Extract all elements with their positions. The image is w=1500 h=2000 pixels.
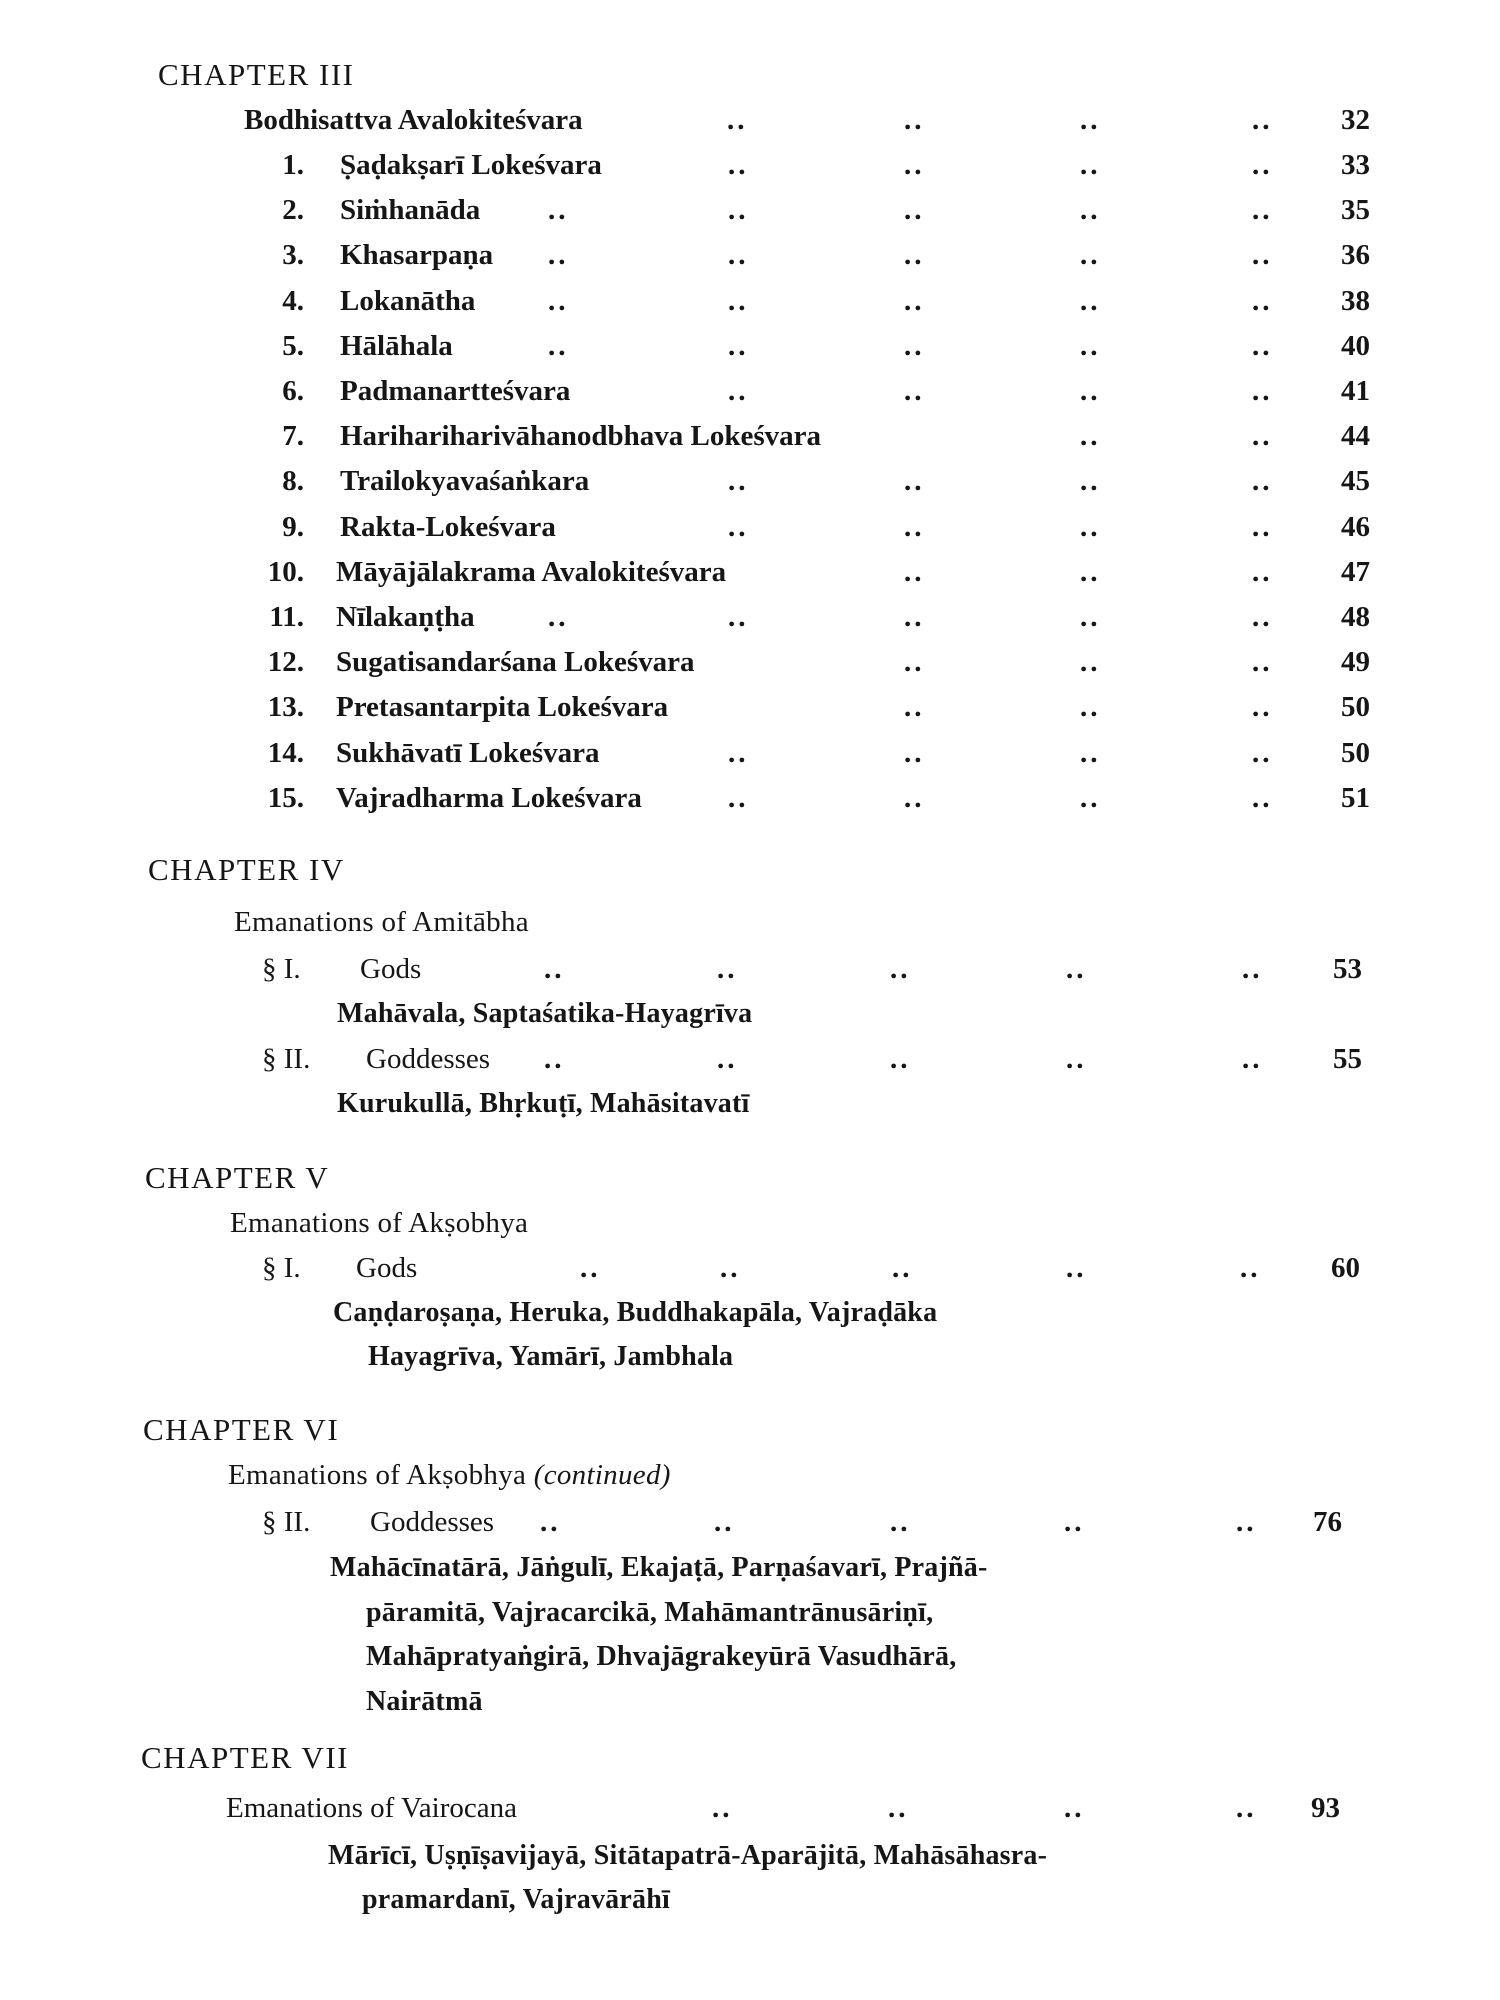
leader-dots: .. [1080, 646, 1101, 678]
leader-dots: .. [904, 511, 925, 543]
leader-dots: .. [904, 104, 925, 136]
entry-number: 14. [267, 737, 304, 769]
chapter-5-heading: CHAPTER V [145, 1160, 330, 1195]
entry-number: 2. [282, 194, 304, 226]
leader-dots: .. [548, 194, 569, 226]
entry-page: 35 [1341, 194, 1370, 226]
section-description: pāramitā, Vajracarcikā, Mahāmantrānusāriṇī, [366, 1597, 934, 1628]
leader-dots: .. [1252, 646, 1273, 678]
leader-dots: .. [1080, 194, 1101, 226]
toc-entry [258, 285, 1370, 321]
chapter-6-title-note: (continued) [533, 1459, 671, 1491]
leader-dots: .. [548, 239, 569, 271]
leader-dots: .. [728, 511, 749, 543]
leader-dots: .. [890, 953, 911, 985]
leader-dots: .. [728, 737, 749, 769]
section-description: Mahāpratyaṅgirā, Dhvajāgrakeyūrā Vasudhārā, [366, 1641, 957, 1672]
leader-dots: .. [904, 285, 925, 317]
leader-dots: .. [904, 601, 925, 633]
leader-dots: .. [548, 285, 569, 317]
entry-page: 93 [1311, 1792, 1340, 1824]
toc-entry [258, 149, 1370, 185]
leader-dots: .. [904, 330, 925, 362]
section-page: 60 [1331, 1252, 1360, 1284]
toc-entry [258, 691, 1370, 727]
toc-entry [226, 1792, 1340, 1828]
leader-dots: .. [1252, 465, 1273, 497]
leader-dots: .. [1252, 149, 1273, 181]
leader-dots: .. [1080, 375, 1101, 407]
entry-title: Pretasantarpita Lokeśvara [336, 691, 669, 723]
entry-number: 15. [267, 782, 304, 814]
leader-dots: .. [548, 330, 569, 362]
entry-page: 50 [1341, 691, 1370, 723]
toc-entry [258, 465, 1370, 501]
entry-page: 40 [1341, 330, 1370, 362]
entry-title: Trailokyavaśaṅkara [340, 465, 590, 497]
leader-dots: .. [1252, 285, 1273, 317]
chapter-6-title-text: Emanations of Akṣobhya [228, 1459, 527, 1491]
entry-title: Nīlakaṇṭha [336, 601, 475, 633]
section-mark: § II. [262, 1043, 311, 1075]
leader-dots: .. [728, 239, 749, 271]
chapter-4-heading: CHAPTER IV [148, 852, 345, 887]
toc-entry [258, 194, 1370, 230]
section-description: Mārīcī, Uṣṇīṣavijayā, Sitātapatrā-Aparājitā, Mahāsāhasra- [328, 1840, 1048, 1871]
entry-page: 36 [1341, 239, 1370, 271]
section-page: 53 [1333, 953, 1362, 985]
leader-dots: .. [544, 953, 565, 985]
leader-dots: .. [1064, 1792, 1085, 1824]
section-title: Goddesses [370, 1506, 495, 1538]
toc-entry-intro [244, 104, 1370, 140]
section-description: pramardanī, Vajravārāhī [362, 1884, 670, 1915]
entry-number: 4. [282, 285, 304, 317]
leader-dots: .. [904, 691, 925, 723]
leader-dots: .. [1080, 556, 1101, 588]
toc-entry [258, 782, 1370, 818]
leader-dots: .. [544, 1043, 565, 1075]
section-page: 55 [1333, 1043, 1362, 1075]
leader-dots: .. [728, 149, 749, 181]
chapter-3-heading: CHAPTER III [158, 57, 355, 92]
leader-dots: .. [1066, 1252, 1087, 1284]
entry-page: 32 [1341, 104, 1370, 136]
leader-dots: .. [1242, 1043, 1263, 1075]
entry-title: Khasarpaṇa [340, 239, 494, 271]
entry-number: 3. [282, 239, 304, 271]
chapter-6-heading: CHAPTER VI [143, 1412, 340, 1447]
leader-dots: .. [904, 149, 925, 181]
leader-dots: .. [1252, 782, 1273, 814]
section-title: Gods [360, 953, 422, 985]
leader-dots: .. [728, 330, 749, 362]
leader-dots: .. [1080, 420, 1101, 452]
entry-page: 47 [1341, 556, 1370, 588]
leader-dots: .. [1080, 737, 1101, 769]
section-page: 76 [1313, 1506, 1342, 1538]
leader-dots: .. [1080, 782, 1101, 814]
leader-dots: .. [1080, 330, 1101, 362]
entry-number: 5. [282, 330, 304, 362]
entry-page: 41 [1341, 375, 1370, 407]
entry-page: 44 [1341, 420, 1370, 452]
toc-entry [258, 239, 1370, 275]
entry-number: 6. [282, 375, 304, 407]
leader-dots: .. [728, 465, 749, 497]
entry-page: 46 [1341, 511, 1370, 543]
entry-number: 1. [282, 149, 304, 181]
entry-page: 51 [1341, 782, 1370, 814]
toc-entry [258, 375, 1370, 411]
section-title: Goddesses [366, 1043, 491, 1075]
leader-dots: .. [1066, 953, 1087, 985]
toc-section [262, 1506, 1342, 1542]
leader-dots: .. [1080, 691, 1101, 723]
leader-dots: .. [1066, 1043, 1087, 1075]
leader-dots: .. [1080, 149, 1101, 181]
leader-dots: .. [717, 953, 738, 985]
leader-dots: .. [1252, 691, 1273, 723]
entry-page: 33 [1341, 149, 1370, 181]
section-description: Mahācīnatārā, Jāṅgulī, Ekajaṭā, Parṇaśavarī, Prajñā- [330, 1552, 988, 1583]
chapter-7-heading: CHAPTER VII [141, 1740, 349, 1775]
leader-dots: .. [1080, 511, 1101, 543]
leader-dots: .. [728, 194, 749, 226]
entry-page: 45 [1341, 465, 1370, 497]
section-description: Hayagrīva, Yamārī, Jambhala [368, 1341, 734, 1372]
leader-dots: .. [727, 104, 748, 136]
toc-entry [258, 511, 1370, 547]
chapter-4-title: Emanations of Amitābha [234, 906, 529, 938]
toc-section [262, 1252, 1360, 1288]
leader-dots: .. [1236, 1506, 1257, 1538]
leader-dots: .. [1080, 285, 1101, 317]
leader-dots: .. [1252, 194, 1273, 226]
entry-number: 13. [267, 691, 304, 723]
leader-dots: .. [548, 601, 569, 633]
leader-dots: .. [1080, 239, 1101, 271]
toc-entry [258, 420, 1370, 456]
leader-dots: .. [1064, 1506, 1085, 1538]
leader-dots: .. [904, 194, 925, 226]
entry-title: Sukhāvatī Lokeśvara [336, 737, 600, 769]
leader-dots: .. [728, 601, 749, 633]
section-mark: § II. [262, 1506, 311, 1538]
section-description: Nairātmā [366, 1686, 483, 1717]
entry-title: Sugatisandarśana Lokeśvara [336, 646, 695, 678]
section-title: Gods [356, 1252, 418, 1284]
leader-dots: .. [1252, 239, 1273, 271]
section-description: Caṇḍaroṣaṇa, Heruka, Buddhakapāla, Vajraḍāka [333, 1297, 938, 1328]
leader-dots: .. [904, 239, 925, 271]
leader-dots: .. [904, 375, 925, 407]
leader-dots: .. [1252, 104, 1273, 136]
leader-dots: .. [1252, 420, 1273, 452]
entry-title: Padmanarttеśvara [340, 375, 571, 407]
entry-title: Lokanātha [340, 285, 476, 317]
chapter-6-title [228, 1459, 671, 1492]
entry-title: Harihariharivāhanodbhava Lokeśvara [340, 420, 821, 452]
leader-dots: .. [728, 375, 749, 407]
entry-number: 7. [282, 420, 304, 452]
entry-page: 48 [1341, 601, 1370, 633]
entry-page: 49 [1341, 646, 1370, 678]
leader-dots: .. [1240, 1252, 1261, 1284]
leader-dots: .. [714, 1506, 735, 1538]
leader-dots: .. [904, 782, 925, 814]
leader-dots: .. [1242, 953, 1263, 985]
leader-dots: .. [1252, 737, 1273, 769]
leader-dots: .. [890, 1043, 911, 1075]
entry-number: 11. [269, 601, 304, 633]
section-description: Mahāvala, Saptaśatika-Hayagrīva [337, 998, 753, 1029]
leader-dots: .. [892, 1252, 913, 1284]
chapter-5-title: Emanations of Akṣobhya [230, 1207, 529, 1239]
toc-entry [258, 737, 1370, 773]
entry-title: Siṁhanāda [340, 194, 481, 226]
toc-entry [258, 556, 1370, 592]
leader-dots: .. [1080, 465, 1101, 497]
entry-title: Māyājālakrama Avalokiteśvara [336, 556, 727, 588]
entry-title: Vajradharma Lokeśvara [336, 782, 642, 814]
leader-dots: .. [1080, 601, 1101, 633]
leader-dots: .. [728, 782, 749, 814]
leader-dots: .. [720, 1252, 741, 1284]
leader-dots: .. [904, 646, 925, 678]
entry-title: Ṣaḍakṣarī Lokeśvara [340, 149, 602, 181]
leader-dots: .. [580, 1252, 601, 1284]
leader-dots: .. [1252, 511, 1273, 543]
toc-entry [258, 646, 1370, 682]
toc-entry [258, 601, 1370, 637]
entry-title: Hālāhala [340, 330, 453, 362]
leader-dots: .. [1252, 330, 1273, 362]
section-mark: § I. [262, 1252, 301, 1284]
entry-number: 10. [267, 556, 304, 588]
leader-dots: .. [890, 1506, 911, 1538]
leader-dots: .. [717, 1043, 738, 1075]
leader-dots: .. [1252, 556, 1273, 588]
entry-page: 50 [1341, 737, 1370, 769]
section-mark: § I. [262, 953, 301, 985]
leader-dots: .. [1252, 375, 1273, 407]
leader-dots: .. [712, 1792, 733, 1824]
toc-entry [258, 330, 1370, 366]
entry-title: Rakta-Lokeśvara [340, 511, 556, 543]
leader-dots: .. [1252, 601, 1273, 633]
leader-dots: .. [540, 1506, 561, 1538]
leader-dots: .. [888, 1792, 909, 1824]
leader-dots: .. [728, 285, 749, 317]
entry-number: 8. [282, 465, 304, 497]
entry-title: Bodhisattva Avalokiteśvara [244, 104, 583, 136]
leader-dots: .. [904, 737, 925, 769]
leader-dots: .. [1236, 1792, 1257, 1824]
entry-page: 38 [1341, 285, 1370, 317]
entry-number: 12. [267, 646, 304, 678]
entry-title: Emanations of Vairocana [226, 1792, 517, 1824]
leader-dots: .. [1080, 104, 1101, 136]
section-description: Kurukullā, Bhṛkuṭī, Mahāsitavatī [337, 1088, 750, 1119]
toc-section [262, 953, 1362, 989]
leader-dots: .. [904, 556, 925, 588]
entry-number: 9. [282, 511, 304, 543]
toc-section [262, 1043, 1362, 1079]
leader-dots: .. [904, 465, 925, 497]
